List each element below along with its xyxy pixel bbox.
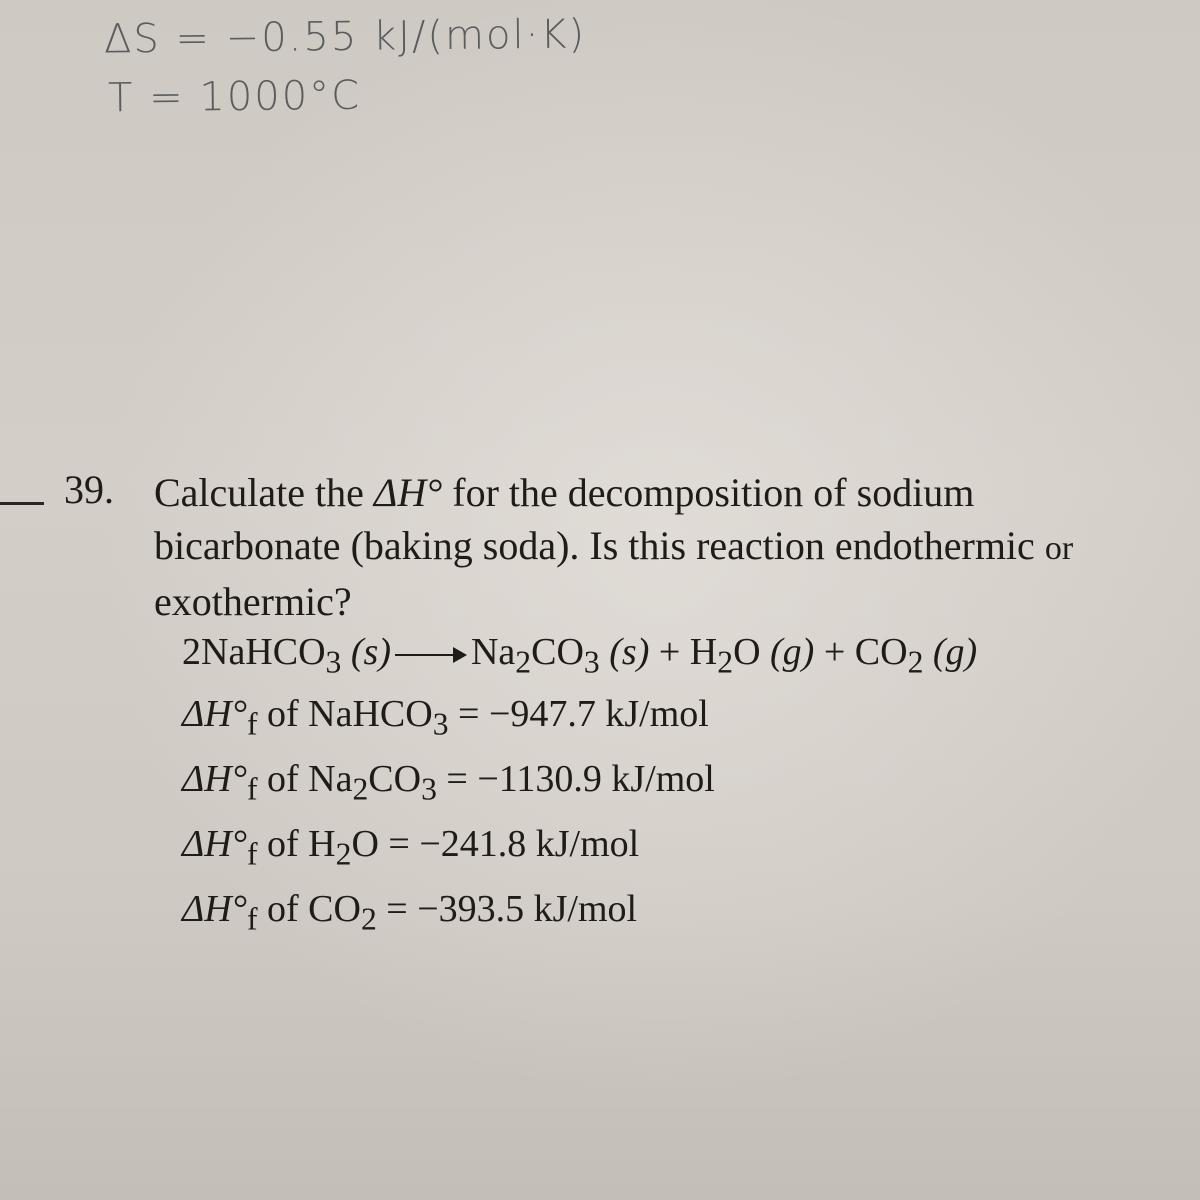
enthalpy-data-na2co3	[182, 757, 715, 808]
formation-subscript: f	[246, 771, 258, 807]
formula-subscript: 2	[360, 901, 377, 937]
plus-sign-1: +	[658, 631, 681, 673]
enthalpy-data-nahco3	[182, 692, 709, 743]
product2-state: (g)	[770, 631, 815, 673]
formation-subscript: f	[246, 901, 258, 937]
question-text-a: Calculate the	[154, 470, 374, 515]
delta-h-symbol: ΔH°	[182, 823, 247, 865]
product3-formula: CO	[854, 631, 908, 673]
reactant-subscript: 3	[325, 644, 342, 680]
enthalpy-value: = −947.7 kJ/mol	[448, 693, 709, 735]
formula-subscript: 3	[432, 706, 449, 742]
formula-part: NaHCO	[308, 693, 433, 735]
of-label: of	[257, 823, 309, 865]
delta-h-symbol: ΔH°	[182, 693, 247, 735]
question-number: 39.	[64, 467, 114, 512]
formula-part: O	[351, 823, 379, 865]
product1-subscript-a: 2	[515, 644, 532, 680]
reaction-equation	[182, 630, 977, 681]
enthalpy-data-co2	[182, 887, 637, 938]
delta-h-symbol: ΔH°	[182, 758, 247, 800]
of-label: of	[257, 693, 309, 735]
formula-part: CO	[308, 888, 361, 930]
handwritten-temperature-note: T = 1000°C	[107, 72, 362, 122]
reactant-formula: 2NaHCO	[182, 631, 326, 673]
formula-part: H	[308, 823, 336, 865]
product2-subscript: 2	[717, 644, 734, 680]
formation-subscript: f	[246, 706, 258, 742]
enthalpy-value: = −1130.9 kJ/mol	[436, 758, 715, 800]
formula-subscript: 3	[421, 771, 437, 807]
product3-subscript: 2	[907, 644, 924, 680]
formation-subscript: f	[246, 836, 258, 872]
delta-h-symbol: ΔH°	[373, 470, 443, 515]
product1-formula-a: Na	[470, 631, 516, 673]
question-text-b: for the decomposition of sodium bicarbonate (baking soda). Is this reaction endothermic	[154, 470, 1045, 568]
handwritten-entropy-note: ΔS = −0.55 kJ/(mol·K)	[103, 11, 587, 63]
question-text	[154, 466, 1164, 628]
product1-state: (s)	[609, 631, 650, 673]
product1-formula-b: CO	[531, 631, 584, 673]
answer-blank	[0, 502, 44, 505]
reaction-arrow-icon	[395, 654, 465, 656]
product2-formula-b: O	[733, 631, 761, 673]
delta-h-symbol: ΔH°	[182, 888, 247, 930]
reactant-state: (s)	[350, 631, 391, 673]
of-label: of	[257, 758, 309, 800]
plus-sign-2: +	[823, 631, 846, 673]
formula-part: CO	[368, 758, 422, 800]
product3-state: (g)	[932, 631, 978, 673]
product2-formula-a: H	[689, 631, 718, 673]
product1-subscript-b: 3	[583, 644, 600, 680]
question-text-or: or	[1044, 530, 1074, 567]
formula-subscript: 2	[352, 771, 369, 807]
enthalpy-value: = −393.5 kJ/mol	[376, 888, 638, 930]
enthalpy-data-h2o	[182, 822, 639, 873]
formula-part: Na	[308, 758, 353, 800]
of-label: of	[257, 888, 309, 930]
enthalpy-value: = −241.8 kJ/mol	[378, 823, 640, 865]
formula-subscript: 2	[335, 836, 352, 872]
question-text-c: exothermic?	[154, 579, 352, 624]
